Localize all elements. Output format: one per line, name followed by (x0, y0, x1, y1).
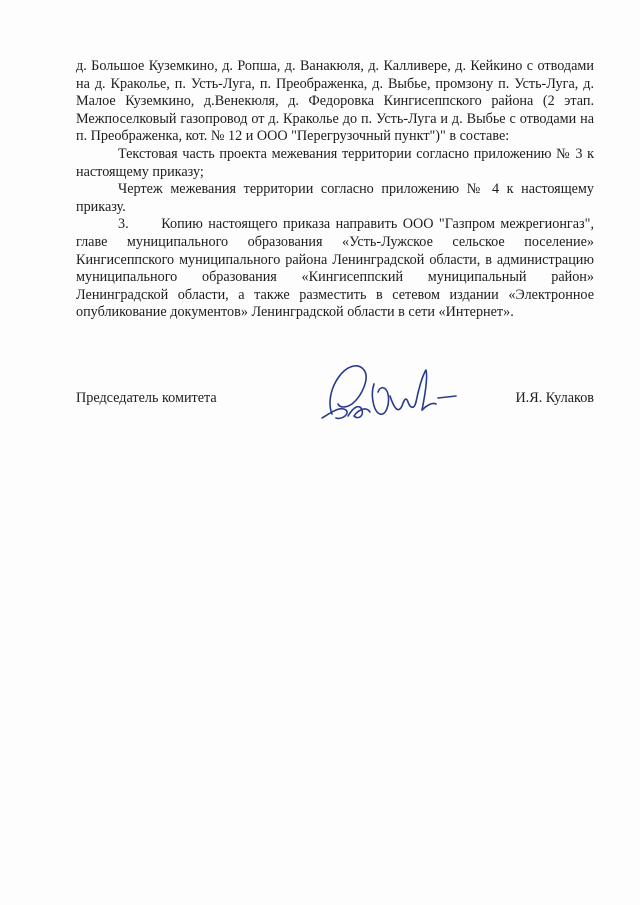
signatory-name: И.Я. Кулаков (515, 390, 594, 406)
paragraph-drawing-part: Чертеж межевания территории согласно приложению № 4 к настоящему приказу. (76, 181, 594, 215)
paragraph-text-part: Текстовая часть проекта межевания территории согласно приложению № 3 к настоящему приказу; (76, 145, 594, 180)
document-body (76, 58, 594, 322)
paragraph-location-list: д. Большое Куземкино, д. Ропша, д. Ванакюля, д. Калливере, д. Кейкино с отводами на д. Краколье, п. Усть-Луга, п. Преображенка, д. Выбье, промзону п. Усть-Луга, д. Малое Куземкино, д.Венекюля, д. Федоровка Кингисеппского района (2 этап. Межпоселковый газопровод от д. Краколье до п. Усть-Луга и д. Выбье с отводами на п. Преображенка, кот. № 12 и ООО "Перегрузочный пункт")" в составе: (76, 58, 594, 145)
paragraph-item-3: 3. Копию настоящего приказа направить ООО "Газпром межрегионгаз", главе муниципального образования «Усть-Лужское сельское поселение» Кингисеппского муниципального района Ленинградской области, в администрацию муниципального образования «Кингисеппский муниципальный район» Ленинградской области, а также разместить в сетевом издании «Электронное опубликование документов» Ленинградской области в сети «Интернет». (76, 216, 594, 321)
signature-block (76, 380, 594, 430)
handwritten-signature (318, 356, 458, 426)
signatory-title: Председатель комитета (76, 390, 217, 406)
